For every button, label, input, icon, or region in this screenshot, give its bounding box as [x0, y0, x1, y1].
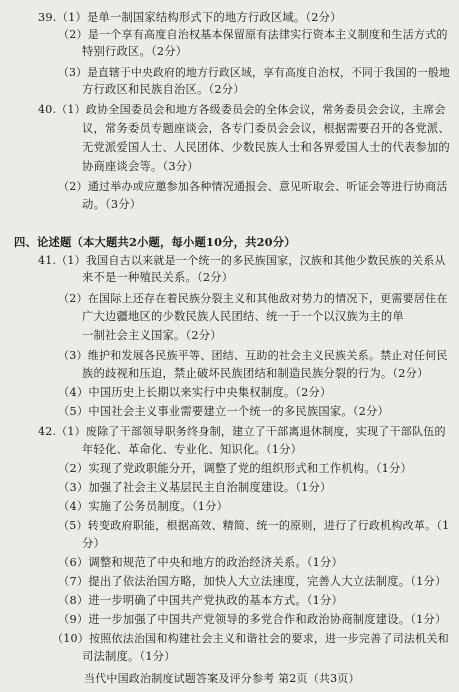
q42-item-2: （2）实现了党政职能分开，调整了党的组织形式和工作机构。（1分）: [58, 462, 413, 475]
q41-item-2: （2）在国际上还存在着民族分裂主义和其他敌对势力的情况下，更需要居住在: [58, 292, 448, 305]
q39-item-2-cont: 特别行政区。（2分）: [82, 45, 188, 58]
page-footer: 当代中国政治制度试题答案及评分参考 第2页（共3页）: [84, 672, 360, 685]
q42-item-1-cont: 年轻化、革命化、专业化、知识化。（1分）: [82, 443, 303, 456]
q42-item-5: （5）转变政府职能，根据高效、精简、统一的原则，进行了行政机构改革。（1: [58, 519, 450, 532]
q42-item-10: （10）按照依法治国和构建社会主义和谐社会的要求，进一步完善了司法机关和: [52, 632, 449, 645]
q42-item-8: （8）进一步明确了中国共产党执政的基本方式。（1分）: [58, 594, 344, 607]
q39-item-3-cont: 方行政区和民族自治区。（2分）: [82, 83, 245, 96]
q41-item-3: （3）维护和发展各民族平等、团结、互助的社会主义民族关系。禁止对任何民: [58, 349, 448, 362]
q42-item-9: （9）进一步加强了中国共产党领导的多党合作和政治协商制度建设。（1分）: [58, 613, 447, 626]
q39-item-3: （3）是直辖于中央政府的地方行政区域，享有高度自治权，不同于我国的一般地: [58, 66, 450, 79]
q41-item-5: （5）中国社会主义事业需要建立一个统一的多民族国家。（2分）: [58, 405, 390, 418]
q40-item-1: 40.（1）政协全国委员会和地方各级委员会的全体会议，常务委员会会议，主席会: [38, 103, 446, 116]
q40-item-1-cont-c: 协商座谈会等。（3分）: [82, 160, 199, 173]
q41-item-2-cont-b: 一制社会主义国家。（2分）: [82, 329, 222, 342]
q40-item-2-cont: 动。（3分）: [82, 198, 142, 211]
q40-item-1-cont-a: 议，常务委员专题座谈会，各专门委员会会议，根据需要召开的各党派、: [82, 122, 450, 135]
q42-item-1: 42.（1）废除了干部领导职务终身制，建立了干部离退休制度，实现了干部队伍的: [38, 425, 446, 438]
section-4-heading: 四、论述题（本大题共2小题，每小题10分，共20分）: [14, 235, 296, 249]
q41-item-1: 41.（1）我国自古以来就是一个统一的多民族国家，汉族和其他少数民族的关系从: [38, 254, 446, 267]
q42-item-3: （3）加强了社会主义基层民主自治制度建设。（1分）: [58, 481, 332, 494]
q42-item-6: （6）调整和规范了中央和地方的政治经济关系。（1分）: [58, 556, 344, 569]
q42-item-5-cont: 分）: [82, 537, 105, 550]
q40-item-1-cont-b: 无党派爱国人士、人民团体、少数民族人士和各界爱国人士的代表参加的: [82, 141, 450, 154]
q39-item-1: 39.（1）是单一制国家结构形式下的地方行政区域。（2分）: [38, 11, 342, 24]
q39-item-2: （2）是一个享有高度自治权基本保留原有法律实行资本主义制度和生活方式的: [58, 28, 448, 41]
q41-item-2-cont-a: 广大边疆地区的少数民族人民团结、统一于一个以汉族为主的单: [82, 310, 404, 323]
q40-item-2: （2）通过举办或应邀参加各种情况通报会、意见听取会、听证会等进行协商活: [58, 180, 448, 193]
q41-item-1-cont: 来不是一种殖民关系。（2分）: [82, 271, 234, 284]
q42-item-4: （4）实施了公务员制度。（1分）: [58, 500, 229, 513]
q42-item-10-cont: 司法制度。（1分）: [82, 650, 176, 663]
q41-item-4: （4）中国历史上长期以来实行中央集权制度。（2分）: [58, 386, 332, 399]
q41-item-3-cont: 族的歧视和压迫，禁止破坏民族团结和制造民族分裂的行为。（2分）: [82, 367, 429, 380]
q42-item-7: （7）提出了依法治国方略，加快人大立法速度，完善人大立法制度。（1分）: [58, 575, 447, 588]
